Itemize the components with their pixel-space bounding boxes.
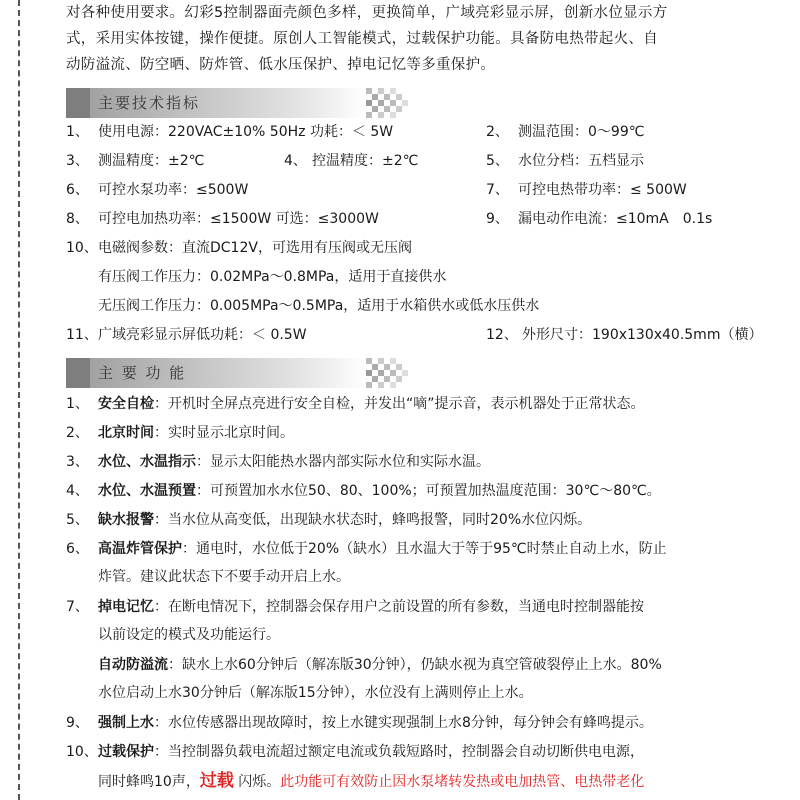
feature-number: 9、	[66, 715, 89, 731]
feature-item	[66, 448, 786, 476]
feature-continuation: 水位启动上水30分钟后（解冻版15分钟），水位没有上满则停止上水。	[98, 685, 533, 701]
feature-text: ：缺水上水60分钟后（解冻版30分钟），仍缺水视为真空管破裂停止上水。80%	[168, 657, 662, 673]
spec-text: 水位分档：五档显示	[518, 153, 644, 169]
intro-line: 对各种使用要求。幻彩5控制器面壳颜色多样，更换简单，广域亮彩显示屏，创新水位显示方	[66, 5, 668, 21]
spec-row	[66, 293, 786, 319]
spec-number: 1、	[66, 124, 89, 140]
feature-item	[66, 709, 786, 737]
spec-text: 可控水泵功率：≤500W	[98, 182, 249, 198]
spec-text: 可控电热带功率：≤ 500W	[518, 182, 687, 198]
feature-number: 10、	[66, 744, 98, 760]
section-title: 主要技术指标	[98, 94, 201, 112]
spec-number: 7、	[486, 182, 509, 198]
spec-number: 3、	[66, 153, 89, 169]
feature-key: 安全自检	[98, 396, 154, 412]
spec-text: 广域亮彩显示屏低功耗：＜ 0.5W	[98, 327, 307, 343]
overload-warning-text: 此功能可有效防止因水泵堵转发热或电加热管、电热带老化	[280, 774, 645, 790]
spec-text: 无压阀工作压力：0.005MPa～0.5MPa，适用于水箱供水或低水压供水	[98, 298, 540, 314]
section-header-features	[66, 358, 416, 388]
spec-number: 6、	[66, 182, 89, 198]
feature-text: ：水位传感器出现故障时，按上水键实现强制上水8分钟，每分钟会有蜂鸣提示。	[154, 715, 653, 731]
spec-row	[66, 119, 786, 145]
spec-row	[66, 206, 786, 232]
feature-item	[66, 390, 786, 418]
feature-continuation-text: 闪烁。	[233, 774, 281, 790]
spec-number: 11、	[66, 327, 98, 343]
feature-key: 水位、水温预置	[98, 483, 196, 499]
spec-row	[66, 322, 786, 348]
section-title: 主 要 功 能	[98, 364, 187, 382]
spec-text: 控温精度：±2℃	[312, 153, 419, 169]
intro-line: 式，采用实体按键，操作便捷。原创人工智能模式，过载保护功能。具备防电热带起火、自	[66, 31, 658, 47]
feature-text: ：当水位从高变低，出现缺水状态时，蜂鸣报警，同时20%水位闪烁。	[154, 512, 592, 528]
feature-continuation-text: 同时蜂鸣10声，	[98, 774, 200, 790]
feature-key: 过载保护	[98, 744, 154, 760]
feature-number: 6、	[66, 541, 89, 557]
checker-decoration-icon	[366, 358, 414, 388]
feature-key: 掉电记忆	[98, 599, 154, 615]
feature-item	[66, 535, 786, 563]
spec-text: 漏电动作电流：≤10mA 0.1s	[518, 211, 713, 227]
feature-number: 2、	[66, 425, 89, 441]
feature-continuation: 炸管。建议此状态下不要手动开启上水。	[98, 569, 350, 585]
feature-item	[66, 651, 786, 679]
feature-continuation	[98, 767, 644, 795]
feature-text: ：实时显示北京时间。	[154, 425, 294, 441]
feature-text: ：当控制器负载电流超过额定电流或负载短路时，控制器会自动切断供电电源，	[154, 744, 644, 760]
spec-number: 2、	[486, 124, 509, 140]
intro-line: 动防溢流、防空晒、防炸管、低水压保护、掉电记忆等多重保护。	[66, 57, 496, 73]
overload-warning-label: 过载	[199, 771, 234, 791]
feature-item	[66, 506, 786, 534]
feature-key: 强制上水	[98, 715, 154, 731]
feature-key: 自动防溢流	[98, 657, 168, 673]
feature-item	[66, 593, 786, 621]
spec-number: 5、	[486, 153, 509, 169]
dashed-page-border	[18, 0, 20, 800]
feature-text: ：可预置加水水位50、80、100%；可预置加热温度范围：30℃～80℃。	[196, 483, 661, 499]
feature-text: ：显示太阳能热水器内部实际水位和实际水温。	[196, 454, 490, 470]
feature-text: ：通电时，水位低于20%（缺水）且水温大于等于95℃时禁止自动上水，防止	[182, 541, 667, 557]
section-header-specs	[66, 88, 416, 118]
spec-text: 使用电源：220VAC±10% 50Hz 功耗：＜ 5W	[98, 124, 394, 140]
spec-text: 测温范围：0～99℃	[518, 124, 645, 140]
spec-row	[66, 264, 786, 290]
feature-key: 高温炸管保护	[98, 541, 182, 557]
spec-number: 4、	[284, 153, 307, 169]
spec-number: 9、	[486, 211, 509, 227]
feature-key: 缺水报警	[98, 512, 154, 528]
feature-continuation: 以前设定的模式及功能运行。	[98, 627, 280, 643]
spec-row	[66, 235, 786, 261]
feature-key: 水位、水温指示	[98, 454, 196, 470]
feature-key: 北京时间	[98, 425, 154, 441]
feature-text: ：在断电情况下，控制器会保存用户之前设置的所有参数，当通电时控制器能按	[154, 599, 644, 615]
feature-number: 3、	[66, 454, 89, 470]
spec-number: 12、	[486, 327, 518, 343]
feature-text: ：开机时全屏点亮进行安全自检，并发出“嘀”提示音，表示机器处于正常状态。	[154, 396, 645, 412]
spec-number: 10、	[66, 240, 98, 256]
spec-text: 外形尺寸：190x130x40.5mm（横）	[522, 327, 763, 343]
feature-item	[66, 477, 786, 505]
checker-decoration-icon	[366, 88, 414, 118]
spec-text: 测温精度：±2℃	[98, 153, 205, 169]
feature-item	[66, 738, 786, 766]
spec-row	[66, 177, 786, 203]
feature-item	[66, 419, 786, 447]
feature-number: 4、	[66, 483, 89, 499]
feature-number: 7、	[66, 599, 89, 615]
spec-number: 8、	[66, 211, 89, 227]
feature-number: 5、	[66, 512, 89, 528]
feature-number: 1、	[66, 396, 89, 412]
spec-row	[66, 148, 786, 174]
spec-text: 电磁阀参数：直流DC12V，可选用有压阀或无压阀	[98, 240, 412, 256]
spec-text: 可控电加热功率：≤1500W 可选：≤3000W	[98, 211, 379, 227]
spec-text: 有压阀工作压力：0.02MPa～0.8MPa，适用于直接供水	[98, 269, 447, 285]
